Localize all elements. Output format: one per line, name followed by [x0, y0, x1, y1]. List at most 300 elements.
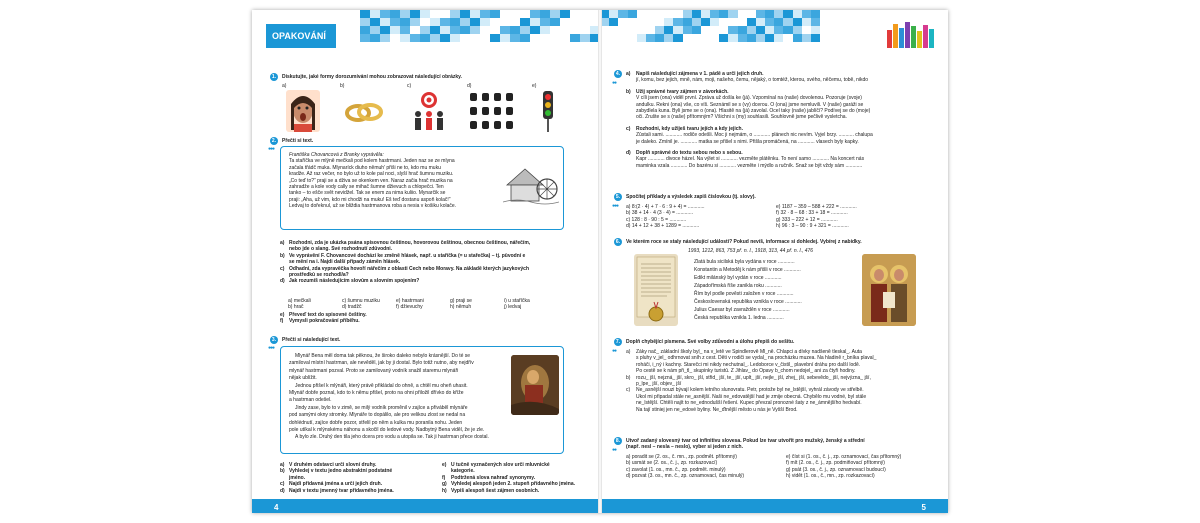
text-line: Jindy zase, bylo to v zimě, se milý vodník proměnil v zajíce a přiváběl mlynáře — [295, 404, 468, 411]
mosaic-tile — [793, 18, 802, 26]
mosaic-tile — [765, 26, 774, 34]
mosaic-tile — [646, 10, 655, 18]
item-letter — [626, 407, 636, 413]
task-letter: a) — [280, 240, 285, 246]
mosaic-tile — [490, 18, 500, 26]
exercise-8-column-2 — [786, 454, 946, 480]
mosaic-tile — [480, 26, 490, 34]
mosaic-tile — [811, 10, 820, 18]
mosaic-tile — [540, 18, 550, 26]
task-text: V druhém odstavci urči slovní druhy. — [289, 462, 377, 468]
text-line: Ledvaj to dořeknul, už se bliždia hastrmanova roba a nesia v košiku kolače. — [289, 203, 457, 210]
text-line: začala třádč muka. Mlynaríck diuho němuh' přiši ne to, kdo mu muku — [289, 164, 441, 171]
text-line: a) poradit se (2. os., č. mn., zp. podmět. přítomný) — [626, 454, 737, 460]
mosaic-tile — [570, 34, 580, 42]
exercise-6-years: 1993, 1212, 863, 753 př. n. l., 1918, 313, 44 př. n. l., 476 — [688, 248, 814, 254]
task-text: prostředků se rozhodl/a? — [289, 272, 349, 279]
mosaic-tile — [480, 34, 490, 42]
mosaic-tile — [430, 10, 440, 18]
exercise-3-tasks-right — [442, 462, 600, 494]
mosaic-tile — [646, 34, 655, 42]
exercise-5-column-2 — [776, 204, 936, 230]
mosaic-tile — [400, 18, 410, 26]
mosaic-tile — [560, 18, 570, 26]
item-text: s pluhy v_jel_ odhrnovat sníh z cest. Děti v rodiči se vydal_ na procházku muzea. Na hladině r_bníka plaval_ — [636, 355, 877, 362]
mosaic-tile — [410, 26, 420, 34]
text-line: Konstantin a Metoděj k nám přišli v roce ............ — [694, 267, 801, 273]
mosaic-tile — [609, 34, 618, 42]
task-letter: d) — [280, 487, 285, 494]
task-text: U tučně vyznačených slov urči mluvnické — [451, 462, 550, 468]
text-line: dohlédnutí, zajíce dobře pozor, střelil po něm a kulka mu poranila nohu. Jeden — [289, 419, 463, 426]
subtask-letter: d) — [626, 150, 631, 157]
mosaic-tile — [664, 34, 673, 42]
text-line: a) 8:(2 · 4) + 7 · 6 : 9 + 4) = ............ — [626, 204, 705, 210]
mosaic-tile — [738, 10, 747, 18]
mosaic-tile — [646, 26, 655, 34]
text-line: d) 14 + 12 + 38 + 1289 = ............ — [626, 223, 700, 230]
mosaic-tile — [500, 34, 510, 42]
mosaic-tile — [450, 26, 460, 34]
mosaic-tile — [580, 34, 590, 42]
traffic-light-image — [538, 90, 558, 132]
subtask-letter: b) — [626, 88, 631, 95]
task-text: Najdi přídavná jména a urči jejich druh. — [289, 481, 383, 488]
mosaic-tile — [783, 26, 792, 34]
mosaic-tile — [530, 10, 540, 18]
mosaic-tile — [738, 34, 747, 42]
mosaic-tile — [747, 10, 756, 18]
text-line: Františka Chovancová z Branky vyprávěla: — [289, 152, 384, 158]
exercise-5-title: Spočítej příklady a výsledek zapiš číslovkou (tj. slovy). — [626, 194, 756, 200]
mosaic-tile — [793, 34, 802, 42]
mosaic-tile — [520, 34, 530, 42]
text-line: zahradže a kole vody cally se mihač šumne džievuch a chlopečci. Ten — [289, 184, 444, 191]
text-line: Zlatá bula sicilská byla vydána v roce ............ — [694, 259, 795, 265]
mosaic-tile — [710, 10, 719, 18]
task-item — [280, 278, 592, 284]
mosaic-tile — [530, 34, 540, 42]
mosaic-tile — [580, 10, 590, 18]
mosaic-tile — [410, 10, 420, 18]
mosaic-tile — [490, 10, 500, 18]
mosaic-tile — [460, 34, 470, 42]
text-line: Ta staříčka ve mlýně mečkali pod kolem hastrmani. Jeden naz se ze mlyna — [289, 158, 455, 165]
subtask-body-line: andulku. Řekni (ona) vše, co víš. Seznámil se s (vy) dcerou. O (ona) jsme nemluvili. V (naše) garáži se — [636, 101, 864, 108]
mosaic-tile — [550, 26, 560, 34]
mosaic-tile — [420, 26, 430, 34]
mosaic-tile — [811, 26, 820, 34]
mosaic-tile — [628, 34, 637, 42]
mosaic-tile — [655, 26, 664, 34]
word-row — [288, 304, 558, 310]
mosaic-tile — [540, 34, 550, 42]
text-line: A bylo zle. Druhý den tila jeho dcera pro vodu a utopila se. Tak ji hastrman přece dostal. — [295, 434, 489, 441]
mosaic-tile — [618, 10, 627, 18]
word-item: g) praji se — [450, 298, 472, 304]
mosaic-tile — [550, 10, 560, 18]
mosaic-tile — [370, 26, 380, 34]
exercise-2-words — [288, 298, 558, 311]
surprised-woman-image — [286, 90, 320, 132]
header-mosaic — [600, 10, 820, 42]
mosaic-tile — [420, 34, 430, 42]
task-text: jméno. — [289, 474, 306, 481]
subtask-letter: a) — [626, 71, 631, 77]
mosaic-tile — [728, 26, 737, 34]
item-text: Úkol mi připadal stále ne_asnější. Naši ne_edovatější had je zmije obecná. Chybělo mu vodné, byl stále — [636, 393, 867, 400]
mosaic-tile — [618, 18, 627, 26]
task-text: nebo jde o slang. Své rozhodnutí zdůvodni. — [289, 246, 393, 253]
word-item: j) ledvaj — [504, 304, 522, 311]
task-letter: c) — [280, 265, 285, 272]
mosaic-tile — [390, 10, 400, 18]
task-letter: a) — [280, 462, 285, 468]
pic-label-a: a) — [282, 83, 287, 89]
mosaic-tile — [701, 26, 710, 34]
mosaic-tile — [683, 26, 692, 34]
mosaic-tile — [637, 10, 646, 18]
header-mosaic — [360, 10, 600, 42]
item-letter: a) — [626, 349, 631, 355]
mosaic-tile — [673, 34, 682, 42]
exercise-4-number: 4. — [615, 71, 621, 77]
exercise-7-line — [626, 407, 940, 413]
item-text: Žáky nač_ základní školy byl_ na v_letě ve Špindlerově Ml_ně. Chlapci a dívky nadšeně tleskal_. Auta — [636, 349, 862, 355]
page-footer-bar — [252, 499, 600, 513]
text-line: nějak ublížit. — [289, 375, 317, 382]
mosaic-tile — [370, 34, 380, 42]
mosaic-tile — [756, 26, 765, 34]
mosaic-tile — [380, 18, 390, 26]
difficulty-dots-icon: ●●● — [268, 146, 275, 152]
mosaic-tile — [673, 26, 682, 34]
exercise-6-events — [694, 258, 874, 322]
text-line: praji: „Aha, už vim, kdo mi chodži na muku! Eš teď dostanu aspoň kolač!“ — [289, 196, 451, 203]
mosaic-tile — [380, 34, 390, 42]
text-line: a hastrman odešel. — [289, 397, 332, 404]
mosaic-tile — [609, 18, 618, 26]
mosaic-tile — [470, 10, 480, 18]
mosaic-tile — [450, 34, 460, 42]
vodnik-painting — [511, 355, 559, 415]
mosaic-tile — [692, 18, 701, 26]
task-letter: e) — [442, 462, 447, 468]
text-line: mlynář hastrmani pozval. Proto se zamilovaný vodník snažil staremu mlynáři — [289, 367, 459, 374]
text-line: tanko – to ešče svět nevidžel. Tak se enem za nima kuliio. Mynarčik se — [289, 190, 446, 197]
task-letter: g) — [442, 481, 447, 488]
task-letter: h) — [442, 487, 447, 494]
mosaic-tile — [510, 26, 520, 34]
difficulty-dots-icon: ●●● — [268, 345, 275, 351]
text-line: h) 96 : 3 – 90 : 9 + 321 = ............ — [776, 223, 849, 230]
mosaic-tile — [802, 26, 811, 34]
subtask-body-line: maminka vzala ............ Do bazénu si ............ vezměte i mýdlo a ručník. Snaž se být vždy sám ............ — [636, 162, 863, 169]
task-text: Vyhledej alespoň jeden 2. stupeň přídavného jména. — [451, 481, 576, 488]
text-line: c) 128 : 8 · 90 : 5 = ............ — [626, 216, 687, 223]
exercise-5-column-1 — [626, 204, 776, 230]
task-letter: b) — [280, 468, 285, 475]
mosaic-tile — [550, 34, 560, 42]
word-item: a) mečkali — [288, 298, 311, 304]
mosaic-tile — [637, 26, 646, 34]
mosaic-tile — [628, 10, 637, 18]
task-letter: c) — [280, 481, 285, 488]
mosaic-tile — [400, 34, 410, 42]
mosaic-tile — [756, 18, 765, 26]
page-footer-bar — [600, 499, 948, 513]
text-line: Československá republika vznikla v roce ............ — [694, 299, 802, 305]
mosaic-tile — [738, 26, 747, 34]
item-text: rozu_ jší, nejzná_ jší, skro_ jší, střid_ jší, te_ jší, uplt_ jší, nejle_ jší, zhej_ jší, sebevědo_ jší, nejvýzna_ jší, — [636, 374, 871, 381]
page-number-right: 5 — [921, 503, 926, 512]
exercise-2-tasks — [280, 240, 592, 285]
mosaic-tile — [609, 26, 618, 34]
dialect-story-box — [280, 146, 564, 230]
mosaic-tile — [747, 18, 756, 26]
wedding-rings-image — [344, 100, 384, 124]
mosaic-tile — [500, 26, 510, 34]
mosaic-tile — [360, 34, 370, 42]
mosaic-tile — [618, 26, 627, 34]
text-line: „Co teď to?“ praji se a dživa se okenkem ven. Naraz začia hrač muzika na — [289, 177, 453, 184]
mosaic-tile — [793, 26, 802, 34]
subtask-letter: c) — [626, 125, 631, 132]
exercise-5-number: 5. — [615, 194, 621, 200]
mosaic-tile — [664, 26, 673, 34]
task-text: Podtržená slova nahraď synonymy. — [451, 474, 536, 481]
difficulty-dots-icon: ●● — [612, 348, 617, 354]
mosaic-tile — [692, 26, 701, 34]
text-line: g) psát (3. os., č. j., zp. oznamovací budoucí) — [786, 466, 886, 473]
mosaic-tile — [390, 18, 400, 26]
mosaic-tile — [440, 10, 450, 18]
pic-label-d: d) — [467, 83, 472, 89]
hastrman-story-box — [280, 346, 564, 454]
dialect-story-text — [289, 152, 499, 210]
mosaic-tile — [390, 26, 400, 34]
mosaic-tile — [710, 34, 719, 42]
word-item: e) hastrmani — [396, 298, 424, 304]
mosaic-tile — [756, 34, 765, 42]
word-item: d) tradžč — [342, 304, 362, 311]
text-line: Řím byl podle pověsti založen v roce ............ — [694, 291, 794, 297]
exercise-8-title-line2: (např. nesl – nesla – neslo), vyber si jeden z nich. — [626, 444, 743, 450]
mosaic-tile — [540, 10, 550, 18]
word-item: i) u staříčka — [504, 298, 530, 304]
mosaic-tile — [683, 34, 692, 42]
mosaic-tile — [673, 10, 682, 18]
mosaic-tile — [470, 34, 480, 42]
text-line: d) pozvat (3. os., mn. č., zp. oznamovací, čas minulý) — [626, 473, 745, 480]
target-people-image — [410, 90, 448, 132]
item-text: Ne_asnější nouzi bývají kolem letního slunovratu. Petr, protože byl ne_lstější, vyhrál závody ve střelbě. — [636, 387, 864, 394]
mosaic-tile — [719, 10, 728, 18]
mosaic-tile — [560, 34, 570, 42]
task-text: Ve vyprávění F. Chovancové dochází ke změně hlásek, např. u staříčka (= u stařečka) – tj. původní e — [289, 252, 526, 259]
mosaic-tile — [380, 26, 390, 34]
mosaic-tile — [530, 18, 540, 26]
task-text: Vyhledej v textu jedno abstraktní podstatné — [289, 468, 393, 475]
exercise-6-title: Ve kterém roce se staly následující události? Pokud nevíš, informace si dohledej. Vybírej z nabídky. — [626, 239, 862, 245]
item-text: p_lpe_ jší, objev_ jší — [636, 381, 682, 388]
section-title: OPAKOVÁNÍ — [266, 24, 336, 48]
mosaic-tile — [756, 10, 765, 18]
mosaic-tile — [719, 18, 728, 26]
mosaic-tile — [520, 10, 530, 18]
mosaic-tile — [664, 18, 673, 26]
exercise-2-number: 2. — [271, 138, 277, 144]
mosaic-tile — [410, 18, 420, 26]
book-spine — [598, 10, 602, 513]
mosaic-tile — [765, 34, 774, 42]
difficulty-dots-icon: ●● — [612, 80, 617, 86]
right-page — [600, 10, 948, 513]
saints-cyril-methodius-icon-image — [862, 254, 916, 326]
task-text: kategorie. — [451, 468, 475, 475]
mosaic-tile — [440, 18, 450, 26]
subtask-text: Užij správné tvary zájmen v závorkách. — [636, 88, 729, 95]
text-line: Západořímská říše zanikla roku ............ — [694, 283, 782, 289]
subtask-body-line: Zůstali sami. ............ rodiče odešli. Moc ji nejmám, o ............ plánech nic nevím. Vyjel brzy. ........... chalupa — [636, 132, 873, 139]
mosaic-tile — [420, 10, 430, 18]
mosaic-tile — [440, 26, 450, 34]
text-line: pole utíkal k mlýnskému náhonu a skočil do ledové vody. Nadbytný Bena viděl, že je zle. — [289, 427, 485, 434]
mosaic-tile — [783, 34, 792, 42]
text-line: kradže. Až raz večer, no bylo už to kole pal noci, slyší hrač šumnu muziku. — [289, 171, 454, 178]
word-item: b) hrač — [288, 304, 304, 311]
mosaic-tile — [655, 18, 664, 26]
subtask-body-line: zabydlela kuna. Byli jsme se o (ona). Hlasitě na (já) zavolal. Ocel taky (naše) jablíčí? Podívej se do (moje) — [636, 108, 871, 115]
mosaic-tile — [430, 26, 440, 34]
mosaic-tile — [811, 34, 820, 42]
item-text: ne_lstější. Chtěli najít to ne_ednodušší řešení. Kupec převzal pronozné šaty z ne_ámnějšího hedvabí. — [636, 400, 862, 407]
subtask-body-line: jí, komu, bez jejich, mně, nám, moji, našeho, čemu, nějaký, o tomtéž, kterou, svého, něčemu, tobě, nikdo — [636, 77, 869, 84]
mosaic-tile — [618, 34, 627, 42]
word-item: c) šumnu muziku — [342, 298, 380, 304]
mosaic-tile — [637, 34, 646, 42]
mosaic-tile — [500, 18, 510, 26]
mosaic-tile — [783, 10, 792, 18]
task-letter: b) — [280, 252, 285, 259]
mosaic-tile — [520, 18, 530, 26]
mosaic-tile — [774, 10, 783, 18]
mosaic-tile — [692, 34, 701, 42]
mosaic-tile — [802, 18, 811, 26]
difficulty-dots-icon: ●●● — [612, 203, 619, 209]
mosaic-tile — [550, 18, 560, 26]
pic-label-b: b) — [340, 83, 345, 89]
mosaic-tile — [510, 34, 520, 42]
mosaic-tile — [774, 18, 783, 26]
task-text: Jak rozumíš následujícím slovům a slovním spojením? — [289, 278, 420, 285]
exercise-6-number: 6. — [615, 239, 621, 245]
text-line: e) číst si (1. os., č. j., zp. oznamovací, čas přítomný) — [786, 454, 902, 460]
task-text: se mění na i. Najdi další případy záměn hlásek. — [289, 259, 401, 266]
text-line: pod samými okny stromky. Mlynáře to dopálilo, ale pro velikou zlost se nedal na — [289, 412, 466, 419]
mosaic-tile — [470, 18, 480, 26]
mosaic-tile — [765, 10, 774, 18]
mosaic-tile — [510, 10, 520, 18]
text-line: zamiloval místní hastrman, ale nevěděl, jak by ji dostal. Bylo totiž nutno, aby nejdřív — [289, 360, 474, 367]
task-text: Převeď text do spisovné češtiny. — [289, 312, 367, 318]
mosaic-tile — [637, 18, 646, 26]
exercise-1-number: 1. — [271, 74, 277, 80]
mosaic-tile — [440, 34, 450, 42]
subtask-text: Rozhodni, kdy užiješ tvaru jejích a kdy jejich. — [636, 125, 743, 132]
mosaic-tile — [470, 26, 480, 34]
mosaic-tile — [490, 34, 500, 42]
mosaic-tile — [560, 10, 570, 18]
task-item — [280, 318, 592, 324]
mosaic-tile — [400, 10, 410, 18]
mosaic-tile — [774, 34, 783, 42]
exercise-2-title: Přečti si text. — [282, 138, 314, 144]
text-line: Česká republika vznikla 1. ledna ............ — [694, 315, 784, 321]
mosaic-tile — [570, 18, 580, 26]
mosaic-tile — [728, 18, 737, 26]
mosaic-tile — [490, 26, 500, 34]
mosaic-tile — [783, 18, 792, 26]
mosaic-tile — [774, 26, 783, 34]
mosaic-tile — [628, 26, 637, 34]
exercise-8-column-1 — [626, 454, 786, 480]
mosaic-tile — [664, 10, 673, 18]
pic-label-e: e) — [532, 83, 537, 89]
mosaic-tile — [802, 34, 811, 42]
mosaic-tile — [400, 26, 410, 34]
subtask-body-line: Kapr ............ divoce házel. Na výlet si ............ vezměte plátěnku. To není samo ............ Na koncert nás — [636, 156, 865, 163]
word-item: h) němuh — [450, 304, 472, 311]
mosaic-tile — [480, 10, 490, 18]
left-page — [252, 10, 600, 513]
text-line: Jednou přišel k mlýnáři, který právě přikládal do ohně, a chtěl mu oheň uhasit. — [295, 382, 468, 389]
task-letter: e) — [280, 312, 285, 318]
mosaic-tile — [430, 18, 440, 26]
watermill-illustration — [503, 155, 559, 205]
text-line: Mlynář dobře poznal, kdo to k němu přišel, proto na ohni přiložil dřívko do kříže — [289, 390, 464, 397]
page-number-left: 4 — [274, 503, 279, 512]
mosaic-tile — [410, 34, 420, 42]
mosaic-tile — [560, 26, 570, 34]
task-letter: f) — [442, 474, 446, 481]
mosaic-tile — [646, 18, 655, 26]
subtask-body-line: V cíli jsem (ona) viděl první. Zpráva už došla ke (já). Vzpomínal na (naše) dovolenou. Pozoruje (svoje) — [636, 95, 862, 102]
mosaic-tile — [811, 18, 820, 26]
mosaic-tile — [360, 26, 370, 34]
mosaic-tile — [480, 18, 490, 26]
mosaic-tile — [360, 18, 370, 26]
task-text: Rozhodni, zda je ukázka psána spisovnou češtinou, hovorovou češtinou, obecnou češtinou, nářečím, — [289, 240, 531, 246]
mosaic-tile — [701, 34, 710, 42]
mosaic-tile — [460, 26, 470, 34]
text-line: c) zavolat (1. os., mn. č., zp. podmět. minulý) — [626, 466, 726, 473]
text-line: b) usmát se (2. os., č. j., zp. rozkazovací) — [626, 460, 718, 467]
exercise-4-content — [626, 71, 940, 174]
mosaic-tile — [719, 34, 728, 42]
mosaic-tile — [628, 18, 637, 26]
difficulty-dots-icon: ●● — [612, 447, 617, 453]
item-letter: c) — [626, 387, 631, 394]
text-line: b) 38 + 14 · 4 (3 · 4) = ............ — [626, 210, 693, 217]
task-text: Odhadni, zda vypravěčka hovoří nářečím z oblasti Čech nebo Moravy. Na základě kterých jazykových — [289, 265, 529, 272]
mosaic-tile — [793, 10, 802, 18]
mosaic-tile — [450, 18, 460, 26]
mosaic-tile — [701, 10, 710, 18]
item-text: Po cestě se k nám při_tl_ skupinky turistů. Z Jihlav_ do Opavy b_chom nedojel_ ani za čtyři hodiny. — [636, 368, 856, 375]
text-line: Mlynář Bena měl doma tak pěknou, že široko daleko nebylo krásnější. Do té se — [295, 353, 471, 359]
mosaic-tile — [738, 18, 747, 26]
